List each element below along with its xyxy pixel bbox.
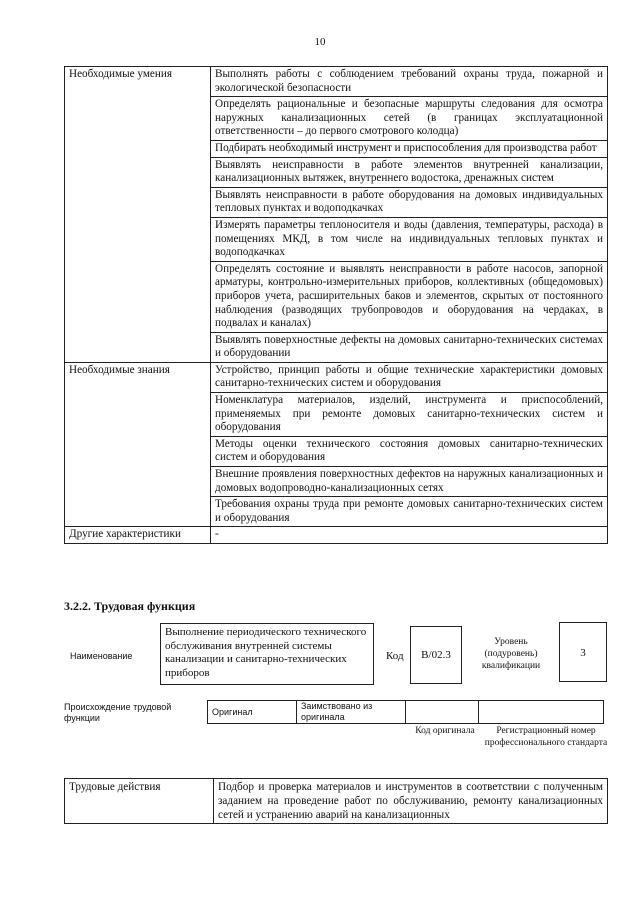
skill-item: Определять состояние и выявлять неисправности в работе насосов, запорной арматуры, контрольно-измерительных приборов, коллективных (общедомовых) приборов учета, расширительных баков и элементов, скрытых от постоянного наблюдения (разводящих трубопроводов и оборудования на чердаках, в подвалах и каналах) [211,261,608,332]
page-number: 10 [314,36,326,48]
skill-item: Определять рациональные и безопасные маршруты следования для осмотра наружных канализационных сетей (в границах эксплуатационной ответственности – до первого смотрового колодца) [211,97,608,141]
origin-original: Оригинал [208,701,297,724]
actions-label: Трудовые действия [65,779,214,824]
table-row [65,362,608,392]
function-name-label: Наименование [70,651,133,661]
table-row [65,67,608,97]
requirements-table [64,66,608,544]
function-level-label: Уровень (подуровень) квалификации [481,637,541,671]
function-level-box: 3 [559,622,607,682]
section-title: 3.2.2. Трудовая функция [64,599,196,613]
knowledge-item: Требования охраны труда при ремонте домовых санитарно-технических систем и оборудования [211,497,608,527]
actions-table [64,778,608,824]
origin-code-caption: Код оригинала [415,726,475,736]
origin-reg-cell [479,701,604,724]
skill-item: Измерять параметры теплоносителя и воды (давления, температуры, расхода) в помещениях МКД, в том числе на индивидуальных тепловых пунктах и водоподкачках [211,217,608,261]
origin-code-cell [406,701,479,724]
function-name-box: Выполнение периодического технического обслуживания внутренней системы канализации и санитарно-технических приборов [160,623,374,685]
origin-table [207,700,604,724]
origin-borrowed: Заимствовано из оригинала [297,701,406,724]
knowledge-item: Устройство, принцип работы и общие технические характеристики домовых санитарно-технических систем и оборудования [211,362,608,392]
skill-item: Выявлять поверхностные дефекты на домовых санитарно-технических системах и оборудовании [211,332,608,362]
origin-reg-caption: Регистрационный номер профессионального стандарта [484,726,608,748]
table-row [65,527,608,544]
table-row [208,701,604,724]
knowledge-label: Необходимые знания [65,362,211,527]
knowledge-item: Внешние проявления поверхностных дефектов на наружных канализационных и домовых водопроводно-канализационных сетях [211,467,608,497]
skill-item: Выполнять работы с соблюдением требований охраны труда, пожарной и экологической безопасности [211,67,608,97]
skill-item: Выявлять неисправности в работе оборудования на домовых индивидуальных тепловых пунктах и водоподкачках [211,187,608,217]
skill-item: Подбирать необходимый инструмент и приспособления для производства работ [211,140,608,157]
other-value: - [211,527,608,544]
other-label: Другие характеристики [65,527,211,544]
skills-label: Необходимые умения [65,67,211,363]
table-row [65,779,608,824]
function-code-box: B/02.3 [410,626,462,684]
knowledge-item: Методы оценки технического состояния домовых санитарно-технических систем и оборудования [211,436,608,466]
function-code-label: Код [386,650,404,662]
actions-text: Подбор и проверка материалов и инструментов в соответствии с полученным заданием на проведение работ по обслуживанию, ремонту канализационных сетей и устранению аварий на канализационных [214,779,608,824]
knowledge-item: Номенклатура материалов, изделий, инструмента и приспособлений, применяемых при ремонте домовых санитарно-технических систем и оборудования [211,393,608,437]
origin-label: Происхождение трудовой функции [64,702,172,723]
skill-item: Выявлять неисправности в работе элементов внутренней канализации, канализационных вытяжек, внутреннего водостока, дренажных систем [211,157,608,187]
